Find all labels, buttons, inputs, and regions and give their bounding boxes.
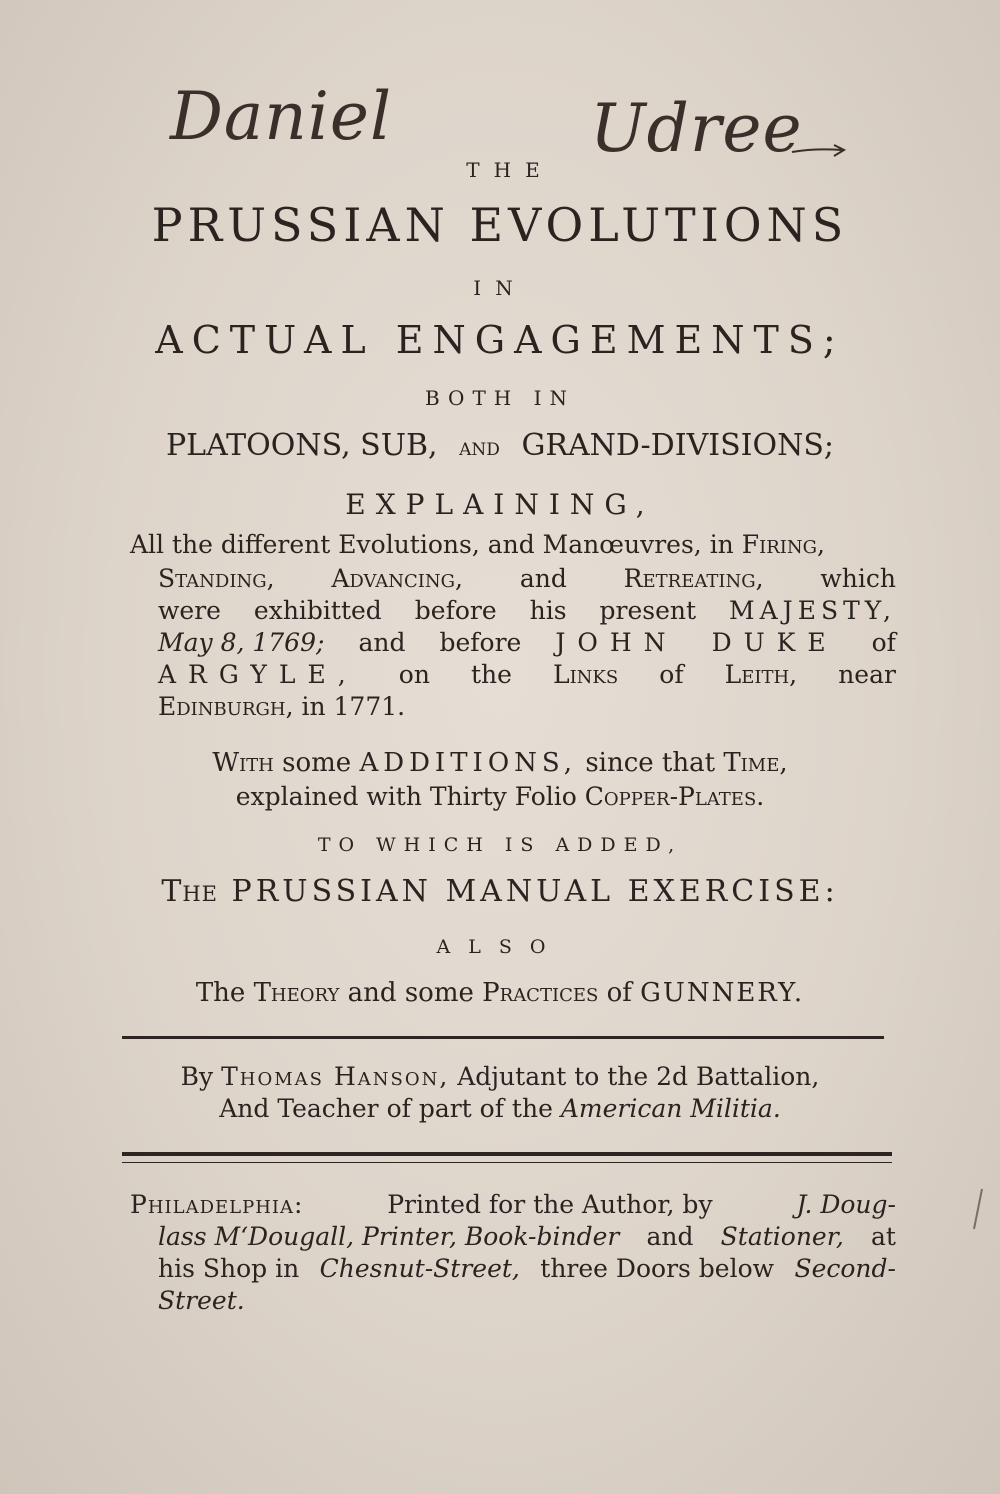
in-label: IN [473,276,527,300]
main-title-line1: PRUSSIAN EVOLUTIONS [151,198,849,252]
leith-text: Leith, [724,660,798,689]
edinburgh-text: Edinburgh, [158,692,294,721]
author-name: Thomas Hanson, [221,1062,450,1091]
date-text: May 8, 1769; [158,628,325,657]
and-text: and [459,433,500,461]
both-in-label: BOTH IN [424,386,575,410]
time-text: Time, [723,748,788,778]
word: near [838,660,896,689]
some-text: some [282,748,352,778]
word: and [358,628,406,657]
word: on [398,660,430,689]
word: exhibitted [253,596,382,625]
printed-text: Printed for the Author, by [387,1190,713,1219]
imprint-line2 [158,1222,896,1251]
firing-text: Firing, [741,530,825,559]
additions-line2 [0,782,1000,811]
word: before [414,596,497,625]
john-text: JOHN [555,628,678,657]
word: of [659,660,684,689]
description-text: All the different Evolutions, and Manœuvres, in [130,530,734,559]
theory-text: Theory [253,978,340,1008]
teacher-text: And Teacher of part of the [219,1094,553,1123]
divider-rule [122,1162,892,1163]
standing-text: Standing, [158,564,275,593]
description-line1 [130,530,825,559]
description-line5 [158,660,896,689]
gunnery-line [0,978,1000,1008]
stationer-text: Stationer, [720,1222,844,1251]
manual-exercise [0,874,1000,909]
to-which-added: TO WHICH IS ADDED, [317,834,683,856]
author-line2 [0,1094,1000,1123]
word: present [599,596,697,625]
main-title-line3 [0,428,1000,463]
copper-plates-text: Copper-Plates. [584,782,765,811]
manual-exercise-text: PRUSSIAN MANUAL EXERCISE: [231,874,839,909]
author-title: Adjutant to the 2d Battalion, [457,1062,820,1091]
practices-text: Practices [482,978,599,1008]
imprint-line4 [158,1286,245,1315]
since-text: since that [585,748,716,778]
links-text: Links [552,660,619,689]
by-word: By [180,1062,214,1091]
also-label: ALSO [436,936,564,958]
and-some-text: and some [347,978,474,1008]
word: the [470,660,512,689]
explained-text: explained with Thirty Folio [235,782,577,811]
signature-last-name: Udree [590,90,803,167]
street-text: Street. [158,1286,245,1315]
printer-role: lass M‘Dougall, Printer, Book-binder [158,1222,620,1251]
imprint-line3 [158,1254,896,1283]
word: of [871,628,896,657]
and-word: and [519,564,567,593]
description-line3 [158,596,896,625]
description-line6 [158,692,405,721]
word: his [529,596,567,625]
printer-name: J. Doug- [796,1190,896,1219]
argyle-text: ARGYLE, [158,660,358,689]
year-text: in 1771. [301,692,406,721]
duke-text: DUKE [711,628,838,657]
at-word: at [871,1222,896,1251]
description-line4 [158,628,896,657]
street-name: Chesnut-Street, [319,1254,520,1283]
divider-rule [122,1152,892,1156]
grand-divisions-text: GRAND-DIVISIONS; [521,428,834,463]
shop-text: his Shop in [158,1254,300,1283]
the-label: THE [466,158,554,182]
imprint-line1 [130,1190,896,1219]
main-title-line2: ACTUAL ENGAGEMENTS; [155,318,845,362]
signature-first-name: Daniel [170,78,393,155]
additions-text: ADDITIONS, [359,748,578,778]
retreating-text: Retreating, [623,564,764,593]
ink-mark [968,1185,988,1235]
second-text: Second- [794,1254,896,1283]
author-line1 [0,1062,1000,1091]
advancing-text: Advancing, [331,564,463,593]
the-word: The [161,874,218,909]
additions-line1 [0,748,1000,778]
word: before [439,628,522,657]
the-word: The [195,978,246,1008]
and-word: and [646,1222,694,1251]
which-word: which [820,564,896,593]
place-text: Philadelphia: [130,1190,304,1219]
doors-text: three Doors below [540,1254,775,1283]
platoons-text: PLATOONS, SUB, [166,428,438,463]
gunnery-text: GUNNERY. [640,978,805,1008]
word: were [158,596,221,625]
of-text: of [606,978,632,1008]
with-text: With [212,748,274,778]
explaining-label: EXPLAINING, [345,488,655,521]
majesty-text: MAJESTY, [729,596,896,625]
divider-rule [122,1036,884,1039]
description-line2 [158,564,896,593]
militia-text: American Militia. [560,1094,781,1123]
